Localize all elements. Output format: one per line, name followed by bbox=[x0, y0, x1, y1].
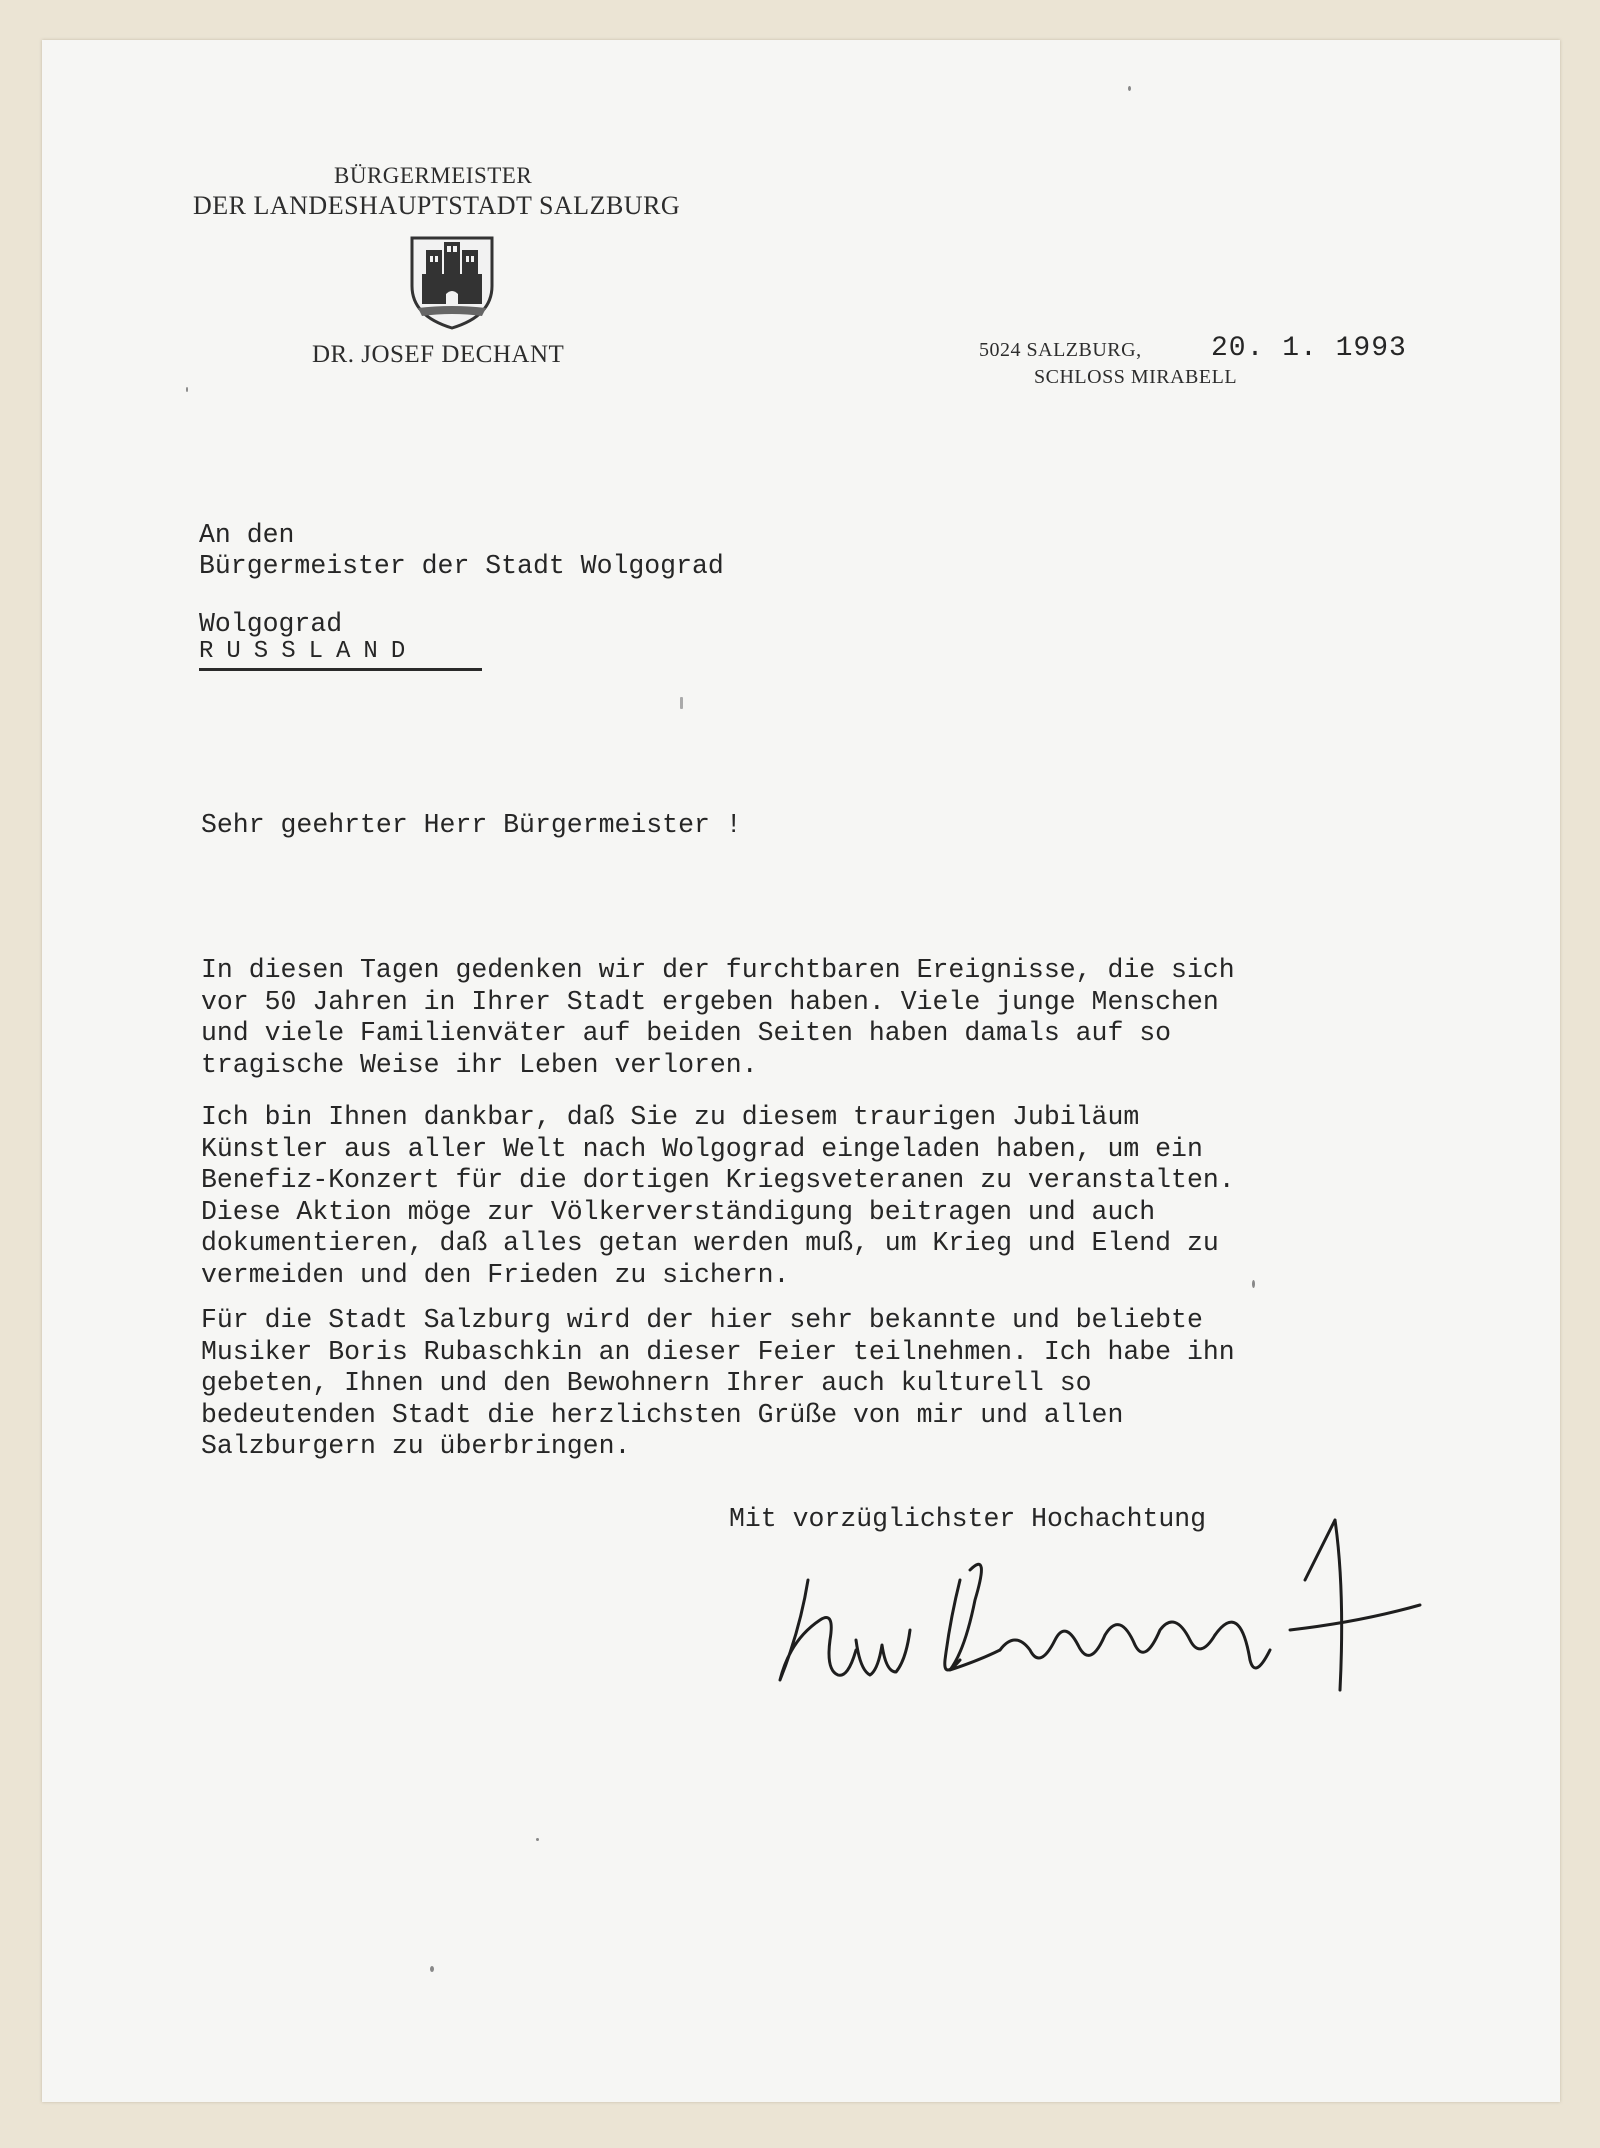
paper-speck bbox=[1128, 86, 1131, 91]
letterhead-title-line2: DER LANDESHAUPTSTADT SALZBURG bbox=[193, 191, 681, 220]
closing-line: Mit vorzüglichster Hochachtung bbox=[729, 1504, 1207, 1534]
paper-speck bbox=[536, 1838, 539, 1841]
recipient-country: RUSSLAND bbox=[199, 638, 419, 665]
recipient-line2: Bürgermeister der Stadt Wolgograd bbox=[199, 551, 724, 581]
letterhead-title-line1: BÜRGERMEISTER bbox=[334, 163, 533, 188]
salutation: Sehr geehrter Herr Bürgermeister ! bbox=[201, 810, 742, 840]
paper-speck bbox=[430, 1966, 434, 1972]
paper-speck bbox=[186, 387, 188, 392]
letterhead-name: DR. JOSEF DECHANT bbox=[312, 341, 565, 368]
body-paragraph-2: Ich bin Ihnen dankbar, daß Sie zu diesem traurigen Jubiläum Künstler aus aller Welt nach Wolgograd eingeladen haben, um ein Benefiz-Konzert für die dortigen Kriegsveteranen zu veranstalten. Diese Aktion möge zur Völkerverständigung beitragen und auch dokumentieren, daß alles getan werden muß, um Krieg und Elend zu vermeiden und den Frieden zu sichern. bbox=[201, 1102, 1235, 1290]
paper-speck bbox=[680, 697, 683, 709]
recipient-underline bbox=[199, 668, 482, 671]
paper-speck bbox=[1252, 1280, 1255, 1288]
letterhead-address-line1: 5024 SALZBURG, bbox=[979, 339, 1142, 361]
body-paragraph-3: Für die Stadt Salzburg wird der hier sehr bekannte und beliebte Musiker Boris Rubaschkin an dieser Feier teilnehmen. Ich habe ihn gebeten, Ihnen und den Bewohnern Ihrer auch kulturell so bedeutenden Stadt die herzlichsten Grüße von mir und allen Salzburgern zu überbringen. bbox=[201, 1305, 1235, 1461]
recipient-city: Wolgograd bbox=[199, 609, 343, 639]
letterhead-address-line2: SCHLOSS MIRABELL bbox=[1034, 366, 1238, 388]
recipient-line1: An den bbox=[199, 520, 295, 550]
letter-date: 20. 1. 1993 bbox=[1211, 333, 1407, 364]
coat-of-arms-icon bbox=[408, 234, 496, 330]
signature-image bbox=[760, 1510, 1440, 1710]
body-paragraph-1: In diesen Tagen gedenken wir der furchtbaren Ereignisse, die sich vor 50 Jahren in Ihrer Stadt ergeben haben. Viele junge Menschen und viele Familienväter auf beiden Seiten haben damals auf so tragische Weise ihr Leben verloren. bbox=[201, 955, 1235, 1080]
